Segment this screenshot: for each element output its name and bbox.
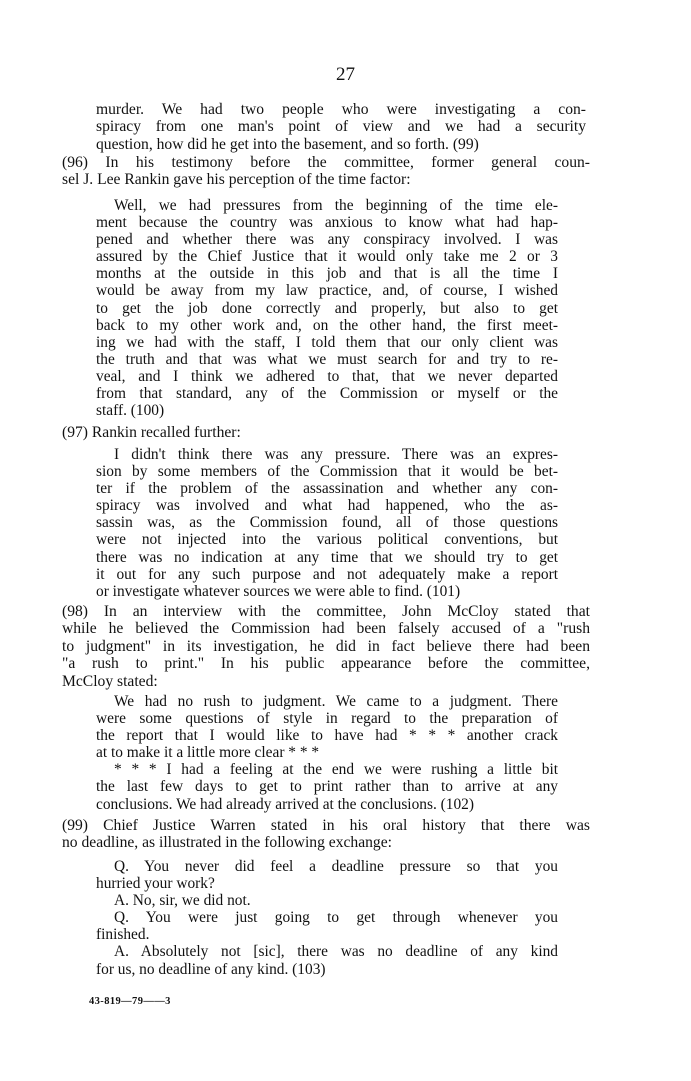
text-line: ing we had with the staff, I told them that our only client was [96,333,558,351]
text-line: sel J. Lee Rankin gave his perception of the time factor: [62,171,411,189]
text-line: staff. (100) [96,402,165,420]
text-line: A. Absolutely not [sic], there was no deadline of any kind [114,943,558,961]
text-line: no deadline, as illustrated in the following exchange: [62,834,392,852]
text-line: for us, no deadline of any kind. (103) [96,960,326,978]
print-job-number: 43-819—79——3 [89,996,171,1007]
text-line: McCloy stated: [62,672,158,690]
text-line: while he believed the Commission had been falsely accused of a "rush [62,620,590,638]
page-number: 27 [336,64,355,85]
text-line: Well, we had pressures from the beginning of the time ele- [114,197,558,214]
text-line: assured by the Chief Justice that it would only take me 2 or 3 [96,248,558,266]
paragraph-98 [62,603,590,690]
text-line: finished. [96,926,150,944]
text-line: to judgment" in its investigation, he did in fact believe there had been [62,637,590,655]
text-line: the truth and that was what we must search for and try to re- [96,350,558,368]
paragraph-continuation [96,101,586,153]
text-line: (99) Chief Justice Warren stated in his oral history that there was [62,817,590,834]
text-line: would be away from my law practice, and, of course, I wished [96,282,558,300]
text-line: I didn't think there was any pressure. There was an expres- [114,446,558,463]
text-line: from that standard, any of the Commission or myself or the [96,385,558,403]
text-line: ment because the country was anxious to know what had hap- [96,214,558,232]
text-line: there was no indication at any time that we should try to get [96,548,558,566]
text-line: * * * I had a feeling at the end we were rushing a little bit [114,761,558,779]
quotation-102 [96,693,558,813]
text-line: hurried your work? [96,875,215,893]
text-line: We had no rush to judgment. We came to a judgment. There [114,693,558,710]
text-line: spiracy was involved and what had happened, who the as- [96,497,558,515]
quotation-101 [96,446,558,600]
paragraph-96 [62,154,590,189]
text-line: to get the job done correctly and properly, but also to get [96,299,558,317]
text-line: conclusions. We had already arrived at the conclusions. (102) [96,795,474,813]
text-line: question, how did he get into the basement, and so forth. (99) [96,135,479,153]
text-line: or investigate whatever sources we were able to find. (101) [96,582,461,600]
text-line: sion by some members of the Commission that it would be bet- [96,463,558,481]
text-line: months at the outside in this job and that is all the time I [96,265,558,283]
text-line: veal, and I think we adhered to that, that we never departed [96,367,558,385]
text-line: A. No, sir, we did not. [114,892,251,910]
text-line: it out for any such purpose and not adequately make a report [96,565,558,583]
text-line: ter if the problem of the assassination and whether any con- [96,480,558,498]
text-line: at to make it a little more clear * * * [96,744,320,762]
quotation-100 [96,197,558,419]
text-line: murder. We had two people who were investigating a con- [96,101,586,118]
text-line: "a rush to print." In his public appearance before the committee, [62,655,590,673]
text-line: pened and whether there was any conspiracy involved. I was [96,231,558,249]
text-line: the report that I would like to have had * * * another crack [96,727,558,745]
text-line: Q. You were just going to get through whenever you [114,909,558,927]
text-line: (98) In an interview with the committee, John McCloy stated that [62,603,590,620]
text-line: spiracy from one man's point of view and we had a security [96,118,586,136]
text-line: were not injected into the various political conventions, but [96,531,558,549]
text-line: Q. You never did feel a deadline pressure so that you [114,858,558,875]
paragraph-99 [62,817,590,852]
text-line: sassin was, as the Commission found, all of those questions [96,514,558,532]
text-line: (96) In his testimony before the committee, former general coun- [62,154,590,171]
text-line: back to my other work and, on the other hand, the first meet- [96,316,558,334]
text-line: (97) Rankin recalled further: [62,424,241,441]
quotation-103 [96,858,558,978]
paragraph-97 [62,424,590,441]
text-line: were some questions of style in regard to the preparation of [96,710,558,728]
text-line: the last few days to get to print rather than to arrive at any [96,778,558,796]
